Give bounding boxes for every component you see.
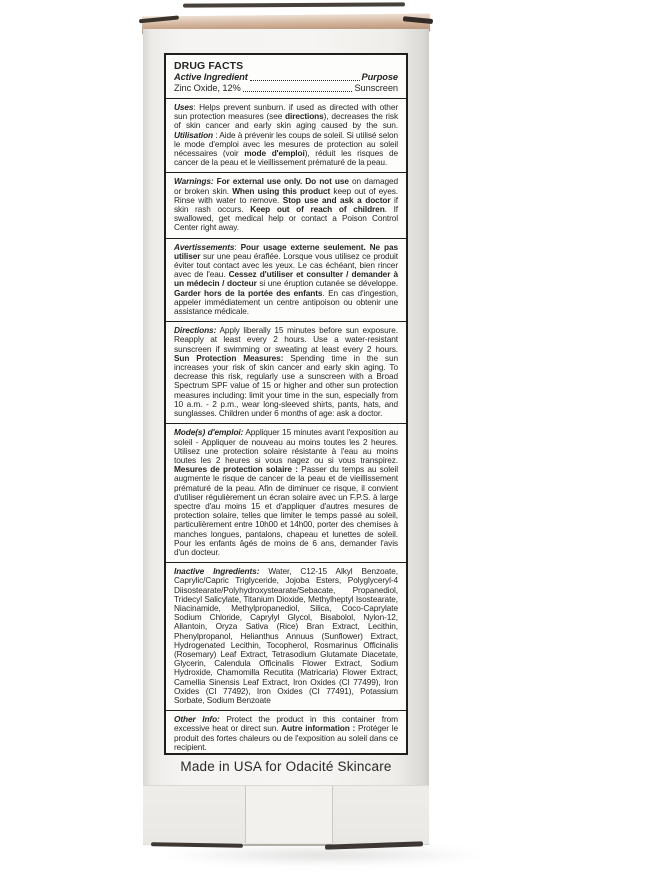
- drug-facts-title: DRUG FACTS: [174, 60, 244, 72]
- section-other-info: Other Info: Protect the product in this container from excessive heat or direct sun. Autre information : Protéger le produit des fortes chaleurs ou de l'exposition au soleil dans ce recipient.: [166, 710, 406, 755]
- drug-facts-label: [164, 53, 408, 755]
- background-edge-line: [183, 2, 405, 7]
- purpose-heading: Purpose: [361, 72, 398, 82]
- dotted-leader: [250, 80, 360, 81]
- section-uses: Uses: Helps prevent sunburn. if used as directed with other sun protection measures (see directions), decreases the risk of skin cancer and early skin aging caused by the sun. Utilisation : Aide à prévenir les coups de soleil. Si utilisé selon le mode d'emploi avec les mesures de protection au soleil nécessaires (voir mode d'emploi), réduit les risques de cancer de la peau et le vieillissement prématuré de la peau.: [166, 98, 406, 172]
- box-bottom-flap: [143, 785, 429, 844]
- section-directions: Directions: Apply liberally 15 minutes before sun exposure. Reapply at least every 2 hours. Use a water-resistant sunscreen if swimming or sweating at least every 2 hours. Sun Protection Measures: Spending time in the sun increases your risk of skin cancer and early skin aging. To decrease this risk, regularly use a sunscreen with a Broad Spectrum SPF value of 15 or higher and other sun protection measures including: limit your time in the sun, especially from 10 a.m. - 2 p.m., wear long-sleeved shirts, pants, hats, and sunglasses. Children under 6 months of age: ask a doctor.: [166, 321, 406, 423]
- drug-facts-sections: [166, 98, 406, 755]
- active-ingredient-value: Zinc Oxide, 12%: [174, 83, 241, 93]
- drug-facts-header: [166, 55, 406, 98]
- box-top-left-corner-shadow: [139, 15, 179, 23]
- section-inactive-ingredients: Inactive Ingredients: Water, C12-15 Alkyl Benzoate, Caprylic/Capric Triglyceride, Jojoba Esters, Polyglyceryl-4 Diisostearate/Polyhydroxystearate/Sebacate, Propanediol, Tridecyl Salicylate, Titanium Dioxide, Methylheptyl Isostearate, Niacinamide, Methylpropanediol, Silica, Coco-Caprylate Sodium Chloride, Caprylyl Glycol, Bisabolol, Nylon-12, Allantoin, Oryza Sativa (Rice) Bran Extract, Lecithin, Phenylpropanol, Helianthus Annuus (Sunflower) Extract, Hydrogenated Lecithin, Tocopherol, Rosmarinus Officinalis (Rosemary) Leaf Extract, Tetrasodium Glutamate Diacetate, Glycerin, Calendula Officinalis Flower Extract, Sodium Hydroxide, Chamomilla Recutita (Matricaria) Flower Extract, Camellia Sinensis Leaf Extract, Iron Oxides (CI 77499), Iron Oxides (CI 77492), Iron Oxides (CI 77491), Potassium Sorbate, Sodium Benzoate: [166, 562, 406, 710]
- active-ingredient-value-row: [174, 83, 398, 94]
- box-ground-shadow: [160, 846, 490, 864]
- active-ingredient-header-row: [174, 72, 398, 83]
- section-warnings: Warnings: For external use only. Do not use on damaged or broken skin. When using this product keep out of eyes. Rinse with water to remove. Stop use and ask a doctor if skin rash occurs. Keep out of reach of children. If swallowed, get medical help or contact a Poison Control Center right away.: [166, 172, 406, 237]
- box-bottom-tuck-flap: [245, 786, 333, 843]
- purpose-value: Sunscreen: [354, 83, 398, 93]
- section-avertissements: Avertissements: Pour usage externe seulement. Ne pas utiliser sur une peau éraflée. Lorsque vous utilisez ce produit éviter tout contact avec les yeux. Le cas échéant, bien rincer avec de l'eau. Cessez d'utiliser et consulter / demander à un médecin / docteur si une éruption cutanée se développe. Garder hors de la portée des enfants. En cas d'ingestion, appeler immédiatement un centre antipoison ou obtenir une assistance médicale.: [166, 238, 406, 322]
- active-ingredient-heading: Active Ingredient: [174, 72, 248, 82]
- box-top-right-corner-shadow: [403, 16, 433, 24]
- section-mode-demploi: Mode(s) d'emploi: Appliquer 15 minutes avant l'exposition au soleil - Appliquer de nouveau au moins toutes les 2 heures. Utilisez une protection solaire résistante à l'eau au moins toutes les 2 heures si vous nagez ou si vous transpirez. Mesures de protection solaire : Passer du temps au soleil augmente le risque de cancer de la peau et de vieillissement prématuré de la peau. Afin de diminuer ce risque, il convient d'utiliser régulièrement un écran solaire avec un F.P.S. à large spectre d'au moins 15 et d'appliquer d'autres mesures de protection solaire, telles que limiter le temps passé au soleil, particulièrement entre 10h00 et 14h00, porter des chemises à manches longues, pantalons, chapeau et lunettes de soleil. Pour les enfants âgés de moins de 6 ans, demander l'avis d'un docteur.: [166, 423, 406, 562]
- made-in-usa-text: Made in USA for Odacité Skincare: [180, 759, 392, 774]
- dotted-leader: [243, 91, 353, 92]
